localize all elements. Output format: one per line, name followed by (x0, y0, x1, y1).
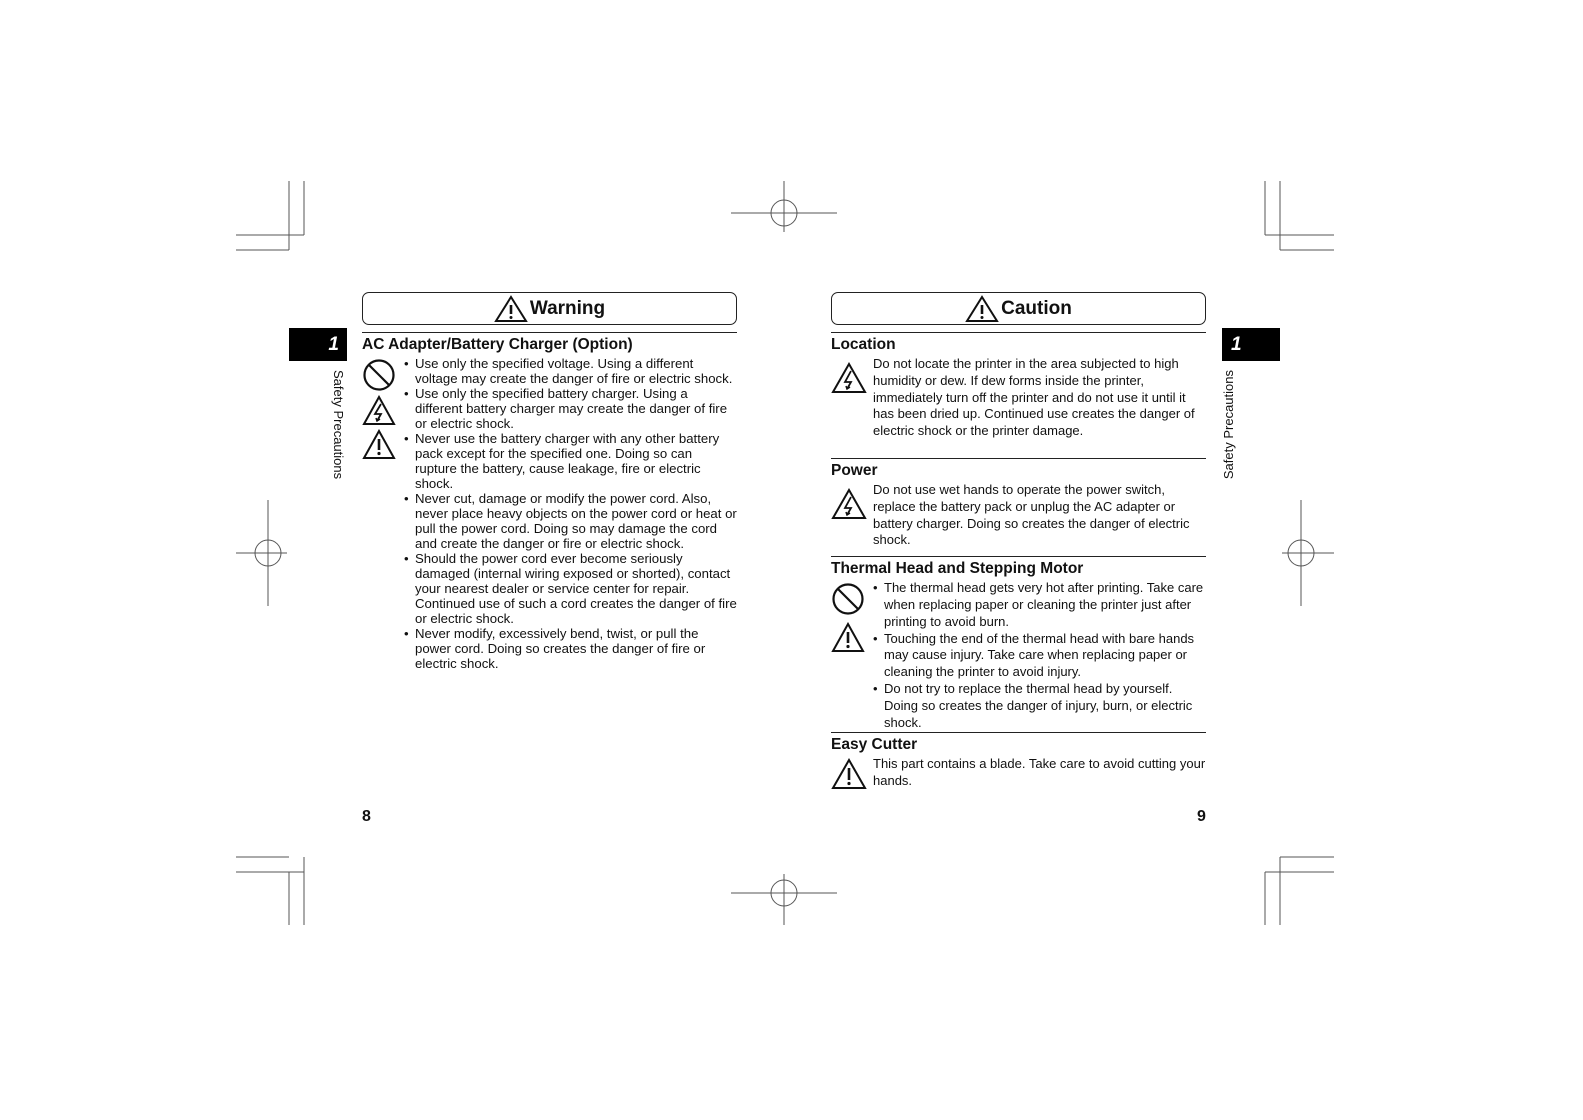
general-warning-icon (831, 758, 867, 790)
list-item: • Touching the end of the thermal head with bare hands may cause injury. Take care when replacing paper or cleaning the printer to avoid injury. (873, 631, 1206, 681)
section-location (831, 336, 1206, 459)
general-warning-icon (831, 622, 865, 653)
electric-shock-warning-icon (831, 488, 867, 520)
list-item: • Do not try to replace the thermal head by yourself. Doing so creates the danger of injury, burn, or electric shock. (873, 681, 1206, 731)
list-item: • Should the power cord ever become seriously damaged (internal wiring exposed or shorted), contact your nearest dealer or service center for repair. Continued use of such a cord creates the danger of fire or electric shock. (404, 551, 737, 626)
side-label-right: Safety Precautions (1221, 370, 1236, 480)
banner-rule (362, 332, 737, 333)
banner-title: Warning (529, 297, 606, 319)
banner-title: Caution (1001, 297, 1072, 319)
list-item: • Use only the specified voltage. Using a different voltage may create the danger of fire or electric shock. (404, 356, 737, 386)
electric-shock-warning-icon (831, 362, 867, 394)
section-title: AC Adapter/Battery Charger (Option) (362, 336, 633, 353)
list-item: • The thermal head gets very hot after printing. Take care when replacing paper or cleaning the printer just after printing to avoid burn. (873, 580, 1206, 630)
section-easy-cutter (831, 736, 1206, 790)
right-page (831, 292, 1206, 790)
section-thermal-head (831, 560, 1206, 733)
list-item: • Never cut, damage or modify the power cord. Also, never place heavy objects on the power cord or heat or pull the power cord. Doing so may damage the cord and create the danger or fire or electric shock. (404, 491, 737, 551)
page-number-right: 9 (1197, 808, 1206, 825)
chapter-tab-left: 1 (289, 328, 347, 361)
warning-banner (362, 292, 737, 325)
section-title: Thermal Head and Stepping Motor (831, 560, 1084, 578)
section-title: Easy Cutter (831, 736, 918, 754)
general-warning-icon (494, 295, 528, 323)
prohibition-icon (362, 358, 396, 392)
general-warning-icon (965, 295, 999, 323)
side-label-left: Safety Precautions (331, 370, 346, 480)
general-warning-icon (362, 429, 396, 460)
page-number-left: 8 (362, 808, 371, 825)
section-text: Do not use wet hands to operate the power switch, replace the battery pack or unplug the AC adapter or battery charger. Doing so creates the danger of electric shock. (873, 481, 1190, 548)
section-power (831, 462, 1206, 557)
prohibition-icon (831, 582, 865, 616)
section-ac-adapter (362, 336, 737, 671)
chapter-tab-right: 1 (1222, 328, 1280, 361)
section-text: Do not locate the printer in the area subjected to high humidity or dew. If dew forms inside the printer, immediately turn off the printer and do not use it until it has been dried up. Continued use creates the danger of electric shock or the printer damage. (873, 356, 1195, 439)
section-title: Location (831, 336, 896, 353)
list-item: • Use only the specified battery charger. Using a different battery charger may create the danger of fire or electric shock. (404, 386, 737, 431)
section-title: Power (831, 461, 878, 479)
left-page (362, 292, 737, 671)
list-item: • Never modify, excessively bend, twist, or pull the power cord. Doing so creates the danger of fire or electric shock. (404, 626, 737, 671)
warning-bullet-list (404, 356, 737, 671)
caution-bullet-list (873, 580, 1206, 731)
caution-banner (831, 292, 1206, 325)
section-text: This part contains a blade. Take care to avoid cutting your hands. (873, 756, 1206, 789)
list-item: • Never use the battery charger with any other battery pack except for the specified one. Doing so can rupture the battery, cause leakage, fire or electric shock. (404, 431, 737, 491)
banner-rule (831, 332, 1206, 333)
electric-shock-warning-icon (362, 395, 396, 426)
